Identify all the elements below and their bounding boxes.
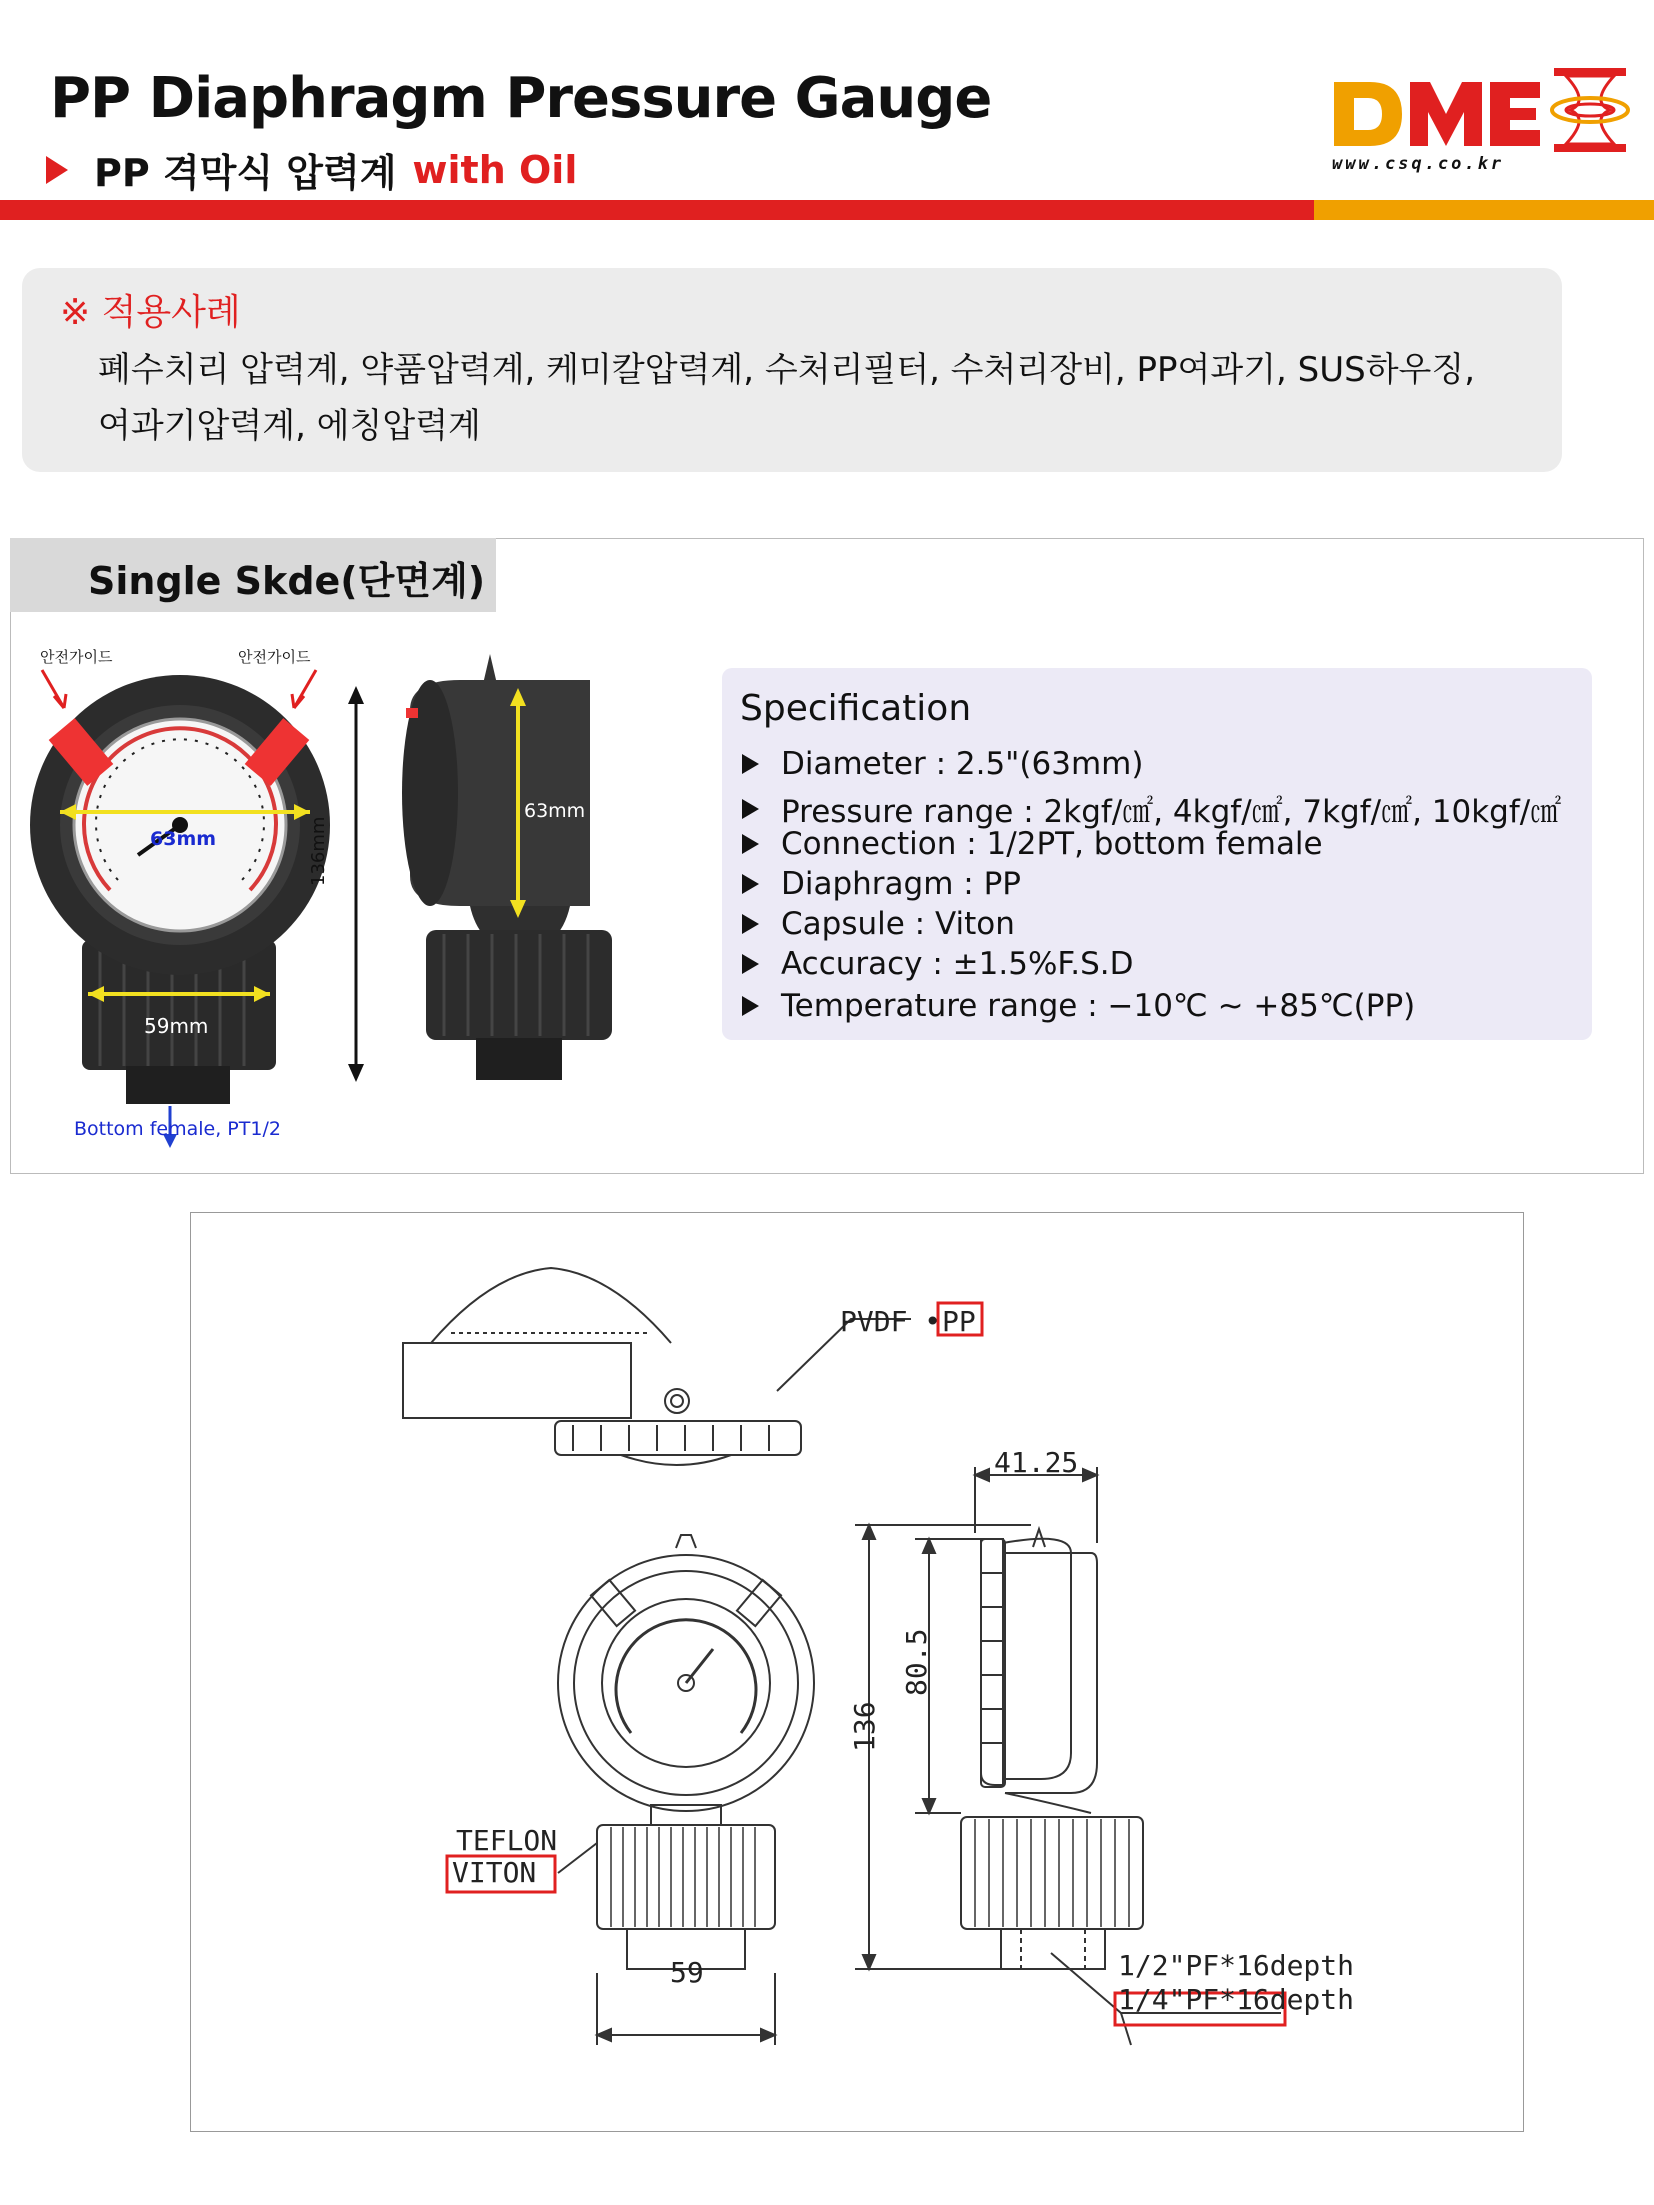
page-title: PP Diaphragm Pressure Gauge — [50, 66, 992, 131]
side-diameter-label: 63mm — [524, 800, 586, 822]
dimension-height-label: 136 — [848, 1701, 881, 1752]
applications-text-line-2: 여과기압력계, 에칭압력계 — [98, 406, 481, 446]
dimension-depth-label: 41.25 — [994, 1446, 1079, 1479]
spec-row — [742, 906, 1015, 942]
company-logo — [1330, 62, 1630, 182]
applications-heading: ※ 적용사례 — [60, 292, 241, 333]
spec-row — [742, 746, 1143, 782]
gauge-side-photo — [370, 650, 620, 1090]
spec-row-text: Accuracy : ±1.5%F.S.D — [781, 946, 1134, 982]
logo-url: www.csq.co.kr — [1332, 154, 1505, 174]
page-subtitle — [46, 142, 577, 197]
triangle-bullet-icon — [742, 874, 759, 894]
gauge-front-photo — [20, 640, 350, 1160]
material-label-pvdf: PVDF • — [840, 1305, 942, 1338]
spec-row — [742, 866, 1021, 902]
specification-title: Specification — [740, 688, 972, 729]
dial-diameter-label: 63mm — [150, 828, 217, 850]
subtitle-korean: PP 격막식 압력계 — [94, 151, 397, 195]
subtitle-with-oil: with Oil — [412, 147, 578, 192]
safety-guide-label-right: 안전가이드 — [238, 648, 311, 666]
applications-text-line-1: 폐수치리 압력계, 약품압력계, 케미칼압력계, 수처리필터, 수처리장비, PP여과기, SUS하우징, — [98, 350, 1476, 390]
seal-label-teflon: TEFLON — [456, 1824, 558, 1857]
thread-label-quarter-inch: 1/4"PF*16depth — [1118, 1983, 1355, 2016]
triangle-bullet-icon — [742, 799, 759, 819]
height-label: 136mm — [308, 816, 329, 886]
header-yellow-bar — [1314, 200, 1654, 220]
spec-row-text: Diameter : 2.5"(63mm) — [781, 746, 1144, 782]
triangle-bullet-icon — [742, 754, 759, 774]
spec-row-text: Pressure range : 2kgf/㎠, 4kgf/㎠, 7kgf/㎠, 10kgf/㎠ — [781, 794, 1562, 830]
dimension-base-label: 59 — [670, 1956, 704, 1989]
thread-label-half-inch: 1/2"PF*16depth — [1118, 1949, 1355, 1982]
spec-row-text: Temperature range : −10℃ ~ +85℃(PP) — [781, 988, 1416, 1024]
triangle-bullet-icon — [46, 156, 68, 184]
spec-row — [742, 946, 1134, 982]
spec-row — [742, 826, 1323, 862]
base-width-label: 59mm — [144, 1014, 209, 1038]
spec-row — [742, 786, 1561, 831]
material-label-pp: PP — [942, 1305, 976, 1338]
spec-row-text: Connection : 1/2PT, bottom female — [781, 826, 1323, 862]
spec-row-text: Diaphragm : PP — [781, 866, 1021, 902]
bottom-connection-label: Bottom female, PT1/2 — [74, 1118, 281, 1140]
seal-label-viton: VITON — [452, 1856, 537, 1889]
dme-logo-icon — [1330, 62, 1630, 157]
header-red-bar — [0, 200, 1314, 220]
safety-guide-label-left: 안전가이드 — [40, 648, 113, 666]
triangle-bullet-icon — [742, 954, 759, 974]
triangle-bullet-icon — [742, 834, 759, 854]
triangle-bullet-icon — [742, 996, 759, 1016]
dimension-face-label: 80.5 — [900, 1628, 933, 1696]
triangle-bullet-icon — [742, 914, 759, 934]
spec-row-text: Capsule : Viton — [781, 906, 1015, 942]
spec-row — [742, 988, 1415, 1024]
product-tab-label: Single Skde(단면계) — [88, 559, 486, 603]
